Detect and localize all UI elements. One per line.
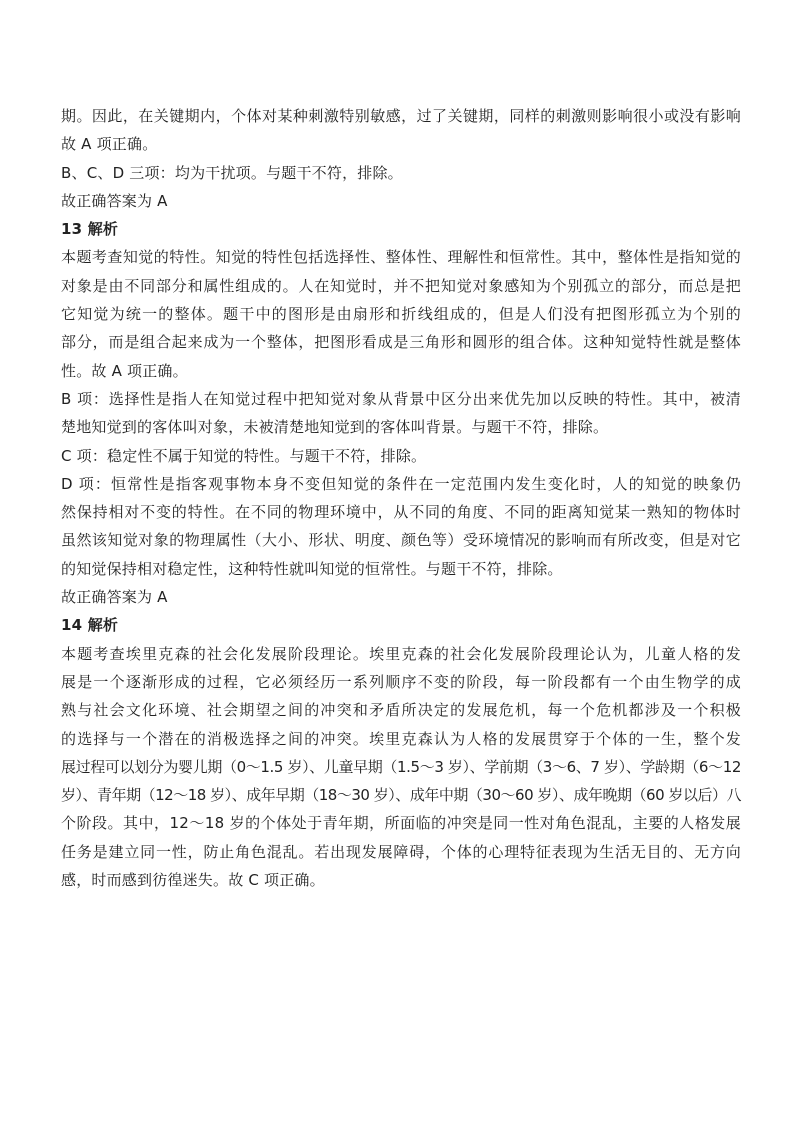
text-line: 的知觉保持相对稳定性，这种特性就叫知觉的恒常性。与题干不符，排除。 xyxy=(61,559,563,578)
section-heading: 13 解析 xyxy=(61,220,119,239)
text-line: 本题考查知觉的特性。知觉的特性包括选择性、整体性、理解性和恒常性。其中，整体性是指知觉的 xyxy=(61,248,741,267)
text-line: C 项：稳定性不属于知觉的特性。与题干不符，排除。 xyxy=(61,446,427,465)
text-line: 故正确答案为 A xyxy=(61,191,168,210)
text-line: 部分，而是组合起来成为一个整体，把图形看成是三角形和圆形的组合体。这种知觉特性就是整体 xyxy=(61,333,741,352)
text-line: 任务是建立同一性，防止角色混乱。若出现发展障碍，个体的心理特征表现为生活无目的、无方向 xyxy=(61,842,741,861)
text-line: 期。因此，在关键期内，个体对某种刺激特别敏感，过了关键期，同样的刺激则影响很小或没有影响 xyxy=(61,107,741,125)
text-line: 对象是由不同部分和属性组成的。人在知觉时，并不把知觉对象感知为个别孤立的部分，而总是把 xyxy=(61,276,741,295)
text-line: 岁）、青年期（12～18 岁）、成年早期（18～30 岁）、成年中期（30～60 岁）、成年晚期（60 岁以后）八 xyxy=(61,786,741,805)
text-line: 它知觉为统一的整体。题干中的图形是由扇形和折线组成的，但是人们没有把图形孤立为个别的 xyxy=(61,305,741,324)
text-line: B、C、D 三项：均为干扰项。与题干不符，排除。 xyxy=(61,163,403,182)
text-line: 熟与社会文化环境、社会期望之间的冲突和矛盾所决定的发展危机，每一个危机都涉及一个积极 xyxy=(61,701,741,720)
text-line: 的选择与一个潜在的消极选择之间的冲突。埃里克森认为人格的发展贯穿于个体的一生，整个发 xyxy=(61,729,741,748)
section-heading: 14 解析 xyxy=(61,616,119,635)
text-line: 故正确答案为 A xyxy=(61,588,168,607)
text-line: 个阶段。其中，12～18 岁的个体处于青年期，所面临的冲突是同一性对角色混乱，主要的人格发展 xyxy=(61,814,741,833)
document-page xyxy=(61,102,741,894)
text-line: 展过程可以划分为婴儿期（0～1.5 岁）、儿童早期（1.5～3 岁）、学前期（3～6、7 岁）、学龄期（6～12 xyxy=(61,757,741,776)
text-line: 性。故 A 项正确。 xyxy=(61,361,188,380)
text-line: 展是一个逐渐形成的过程，它必须经历一系列顺序不变的阶段，每一阶段都有一个由生物学的成 xyxy=(61,672,741,691)
text-line: 故 A 项正确。 xyxy=(61,135,158,154)
text-line: 然保持相对不变的特性。在不同的物理环境中，从不同的角度、不同的距离知觉某一熟知的物体时 xyxy=(61,503,741,522)
text-line: D 项：恒常性是指客观事物本身不变但知觉的条件在一定范围内发生变化时，人的知觉的映象仍 xyxy=(61,474,741,493)
text-line: 感，时而感到彷徨迷失。故 C 项正确。 xyxy=(61,871,325,890)
text-line: 楚地知觉到的客体叫对象，未被清楚地知觉到的客体叫背景。与题干不符，排除。 xyxy=(61,418,609,437)
text-line: 虽然该知觉对象的物理属性（大小、形状、明度、颜色等）受环境情况的影响而有所改变，但是对它 xyxy=(61,531,741,550)
text-line: B 项：选择性是指人在知觉过程中把知觉对象从背景中区分出来优先加以反映的特性。其中，被清 xyxy=(61,389,741,408)
text-line: 本题考查埃里克森的社会化发展阶段理论。埃里克森的社会化发展阶段理论认为，儿童人格的发 xyxy=(61,644,741,663)
